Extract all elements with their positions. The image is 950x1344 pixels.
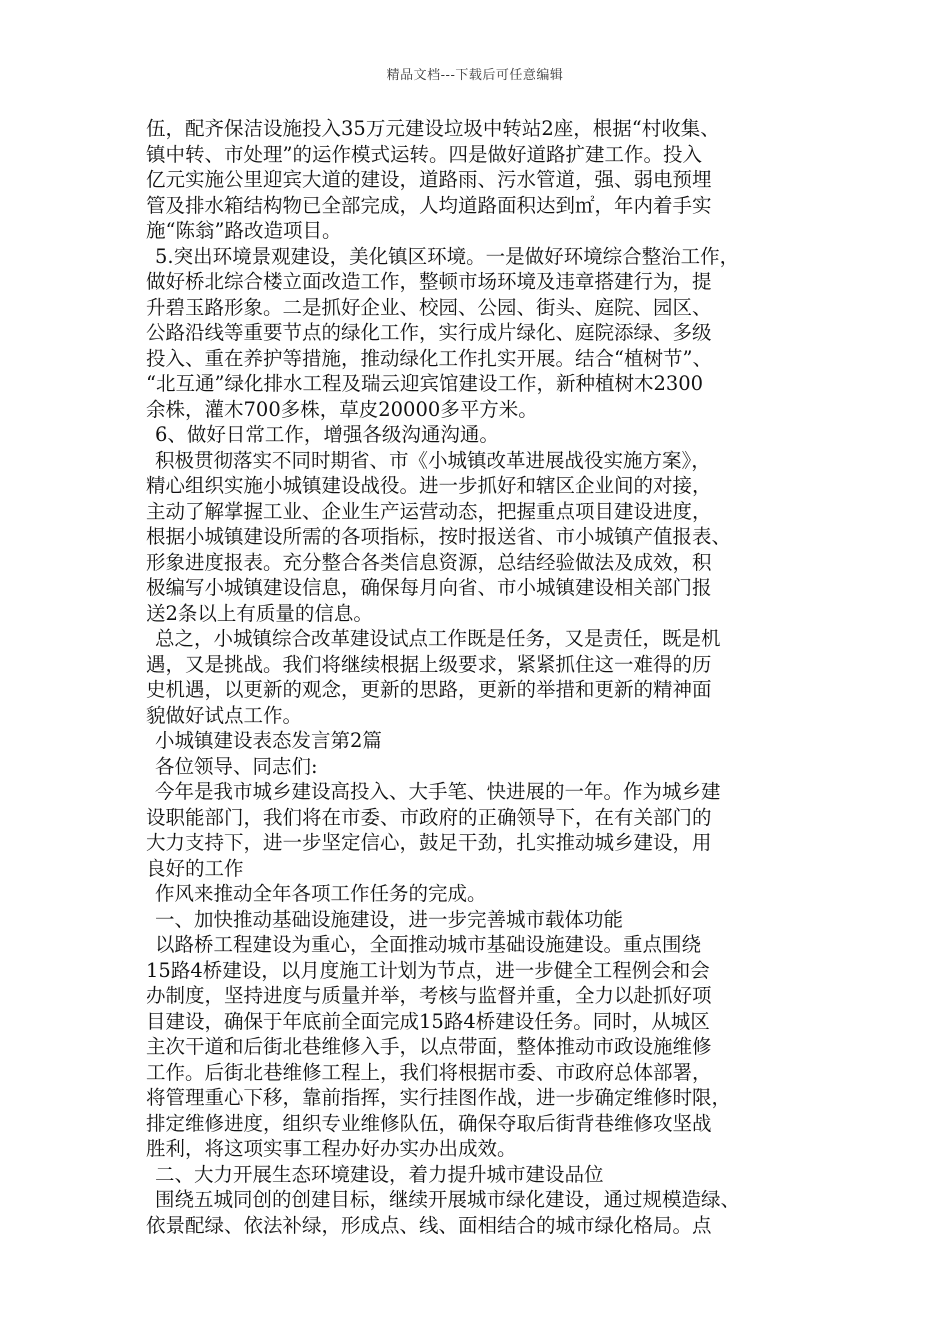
- text-line: 极编写小城镇建设信息，确保每月向省、市小城镇建设相关部门报: [146, 576, 712, 599]
- text-line: 设职能部门，我们将在市委、市政府的正确领导下，在有关部门的: [146, 805, 712, 829]
- page-header: 精品文档---下载后可任意编辑: [386, 68, 564, 83]
- document-body: [146, 116, 816, 1238]
- text-line: 史机遇，以更新的观念，更新的思路，更新的举措和更新的精神面: [146, 678, 712, 701]
- text-line: 总之，小城镇综合改革建设试点工作既是任务，又是责任，既是机: [155, 627, 721, 650]
- text-line: 一、加快推动基础设施建设，进一步完善城市载体功能: [155, 907, 624, 931]
- text-line: 将管理重心下移，靠前指挥，实行挂图作战，进一步确定维修时限，: [146, 1086, 732, 1109]
- text-line: 胜利，将这项实事工程办好办实办出成效。: [146, 1137, 517, 1160]
- text-line: 投入、重在养护等措施，推动绿化工作扎实开展。结合“植树节”、: [146, 346, 712, 370]
- text-line: 目建设，确保于年底前全面完成15路4桥建设任务。同时，从城区: [146, 1009, 710, 1033]
- text-line: 管及排水箱结构物已全部完成，人均道路面积达到㎡，年内着手实: [146, 193, 712, 217]
- text-line: 以路桥工程建设为重心，全面推动城市基础设施建设。重点围绕: [155, 933, 702, 956]
- text-line: 良好的工作: [146, 856, 244, 880]
- text-line: 形象进度报表。充分整合各类信息资源，总结经验做法及成效，积: [146, 550, 712, 574]
- text-line: 15路4桥建设，以月度施工计划为节点，进一步健全工程例会和会: [146, 958, 710, 982]
- text-line: 大力支持下，进一步坚定信心，鼓足干劲，扎实推动城乡建设，用: [146, 831, 712, 854]
- text-line: 6、做好日常工作，增强各级沟通沟通。: [155, 423, 499, 446]
- text-line: 升碧玉路形象。二是抓好企业、校园、公园、街头、庭院、园区、: [146, 295, 712, 319]
- text-line: 小城镇建设表态发言第2篇: [155, 729, 382, 752]
- text-line: 排定维修进度，组织专业维修队伍，确保夺取后街背巷维修攻坚战: [146, 1111, 712, 1135]
- text-line: 二、大力开展生态环境建设，着力提升城市建设品位: [155, 1162, 604, 1186]
- text-line: 今年是我市城乡建设高投入、大手笔、快进展的一年。作为城乡建: [155, 780, 721, 803]
- text-line: 5.突出环境景观建设，美化镇区环境。一是做好环境综合整治工作，: [155, 244, 740, 268]
- text-line: 做好桥北综合楼立面改造工作，整顿市场环境及违章搭建行为，提: [146, 270, 712, 293]
- text-line: 主次干道和后街北巷维修入手，以点带面，整体推动市政设施维修: [146, 1035, 712, 1058]
- text-line: 貌做好试点工作。: [146, 703, 303, 727]
- text-line: 送2条以上有质量的信息。: [146, 601, 373, 625]
- text-line: 作风来推动全年各项工作任务的完成。: [155, 882, 487, 905]
- text-line: 围绕五城同创的创建目标，继续开展城市绿化建设，通过规模造绿、: [155, 1188, 741, 1211]
- text-line: 工作。后街北巷维修工程上，我们将根据市委、市政府总体部署，: [146, 1060, 712, 1084]
- text-line: 伍，配齐保洁设施投入35万元建设垃圾中转站2座，根据“村收集、: [146, 117, 720, 140]
- text-line: 积极贯彻落实不同时期省、市《小城镇改革进展战役实施方案》，: [155, 448, 711, 472]
- text-line: 精心组织实施小城镇建设战役。进一步抓好和辖区企业间的对接，: [146, 474, 712, 497]
- text-line: 镇中转、市处理”的运作模式运转。四是做好道路扩建工作。投入: [146, 142, 702, 166]
- text-line: 依景配绿、依法补绿，形成点、线、面相结合的城市绿化格局。点: [146, 1213, 712, 1237]
- text-line: 公路沿线等重要节点的绿化工作，实行成片绿化、庭院添绿、多级: [146, 321, 712, 344]
- text-line: 亿元实施公里迎宾大道的建设，道路雨、污水管道，强、弱电预埋: [146, 168, 712, 191]
- text-line: 遇，又是挑战。我们将继续根据上级要求，紧紧抓住这一难得的历: [146, 652, 712, 676]
- text-line: 余株，灌木700多株，草皮20000多平方米。: [146, 397, 538, 421]
- text-line: 根据小城镇建设所需的各项指标，按时报送省、市小城镇产值报表、: [146, 525, 732, 548]
- text-line: 施“陈翁”路改造项目。: [146, 219, 342, 242]
- text-line: 办制度，坚持进度与质量并举，考核与监督并重，全力以赴抓好项: [146, 984, 712, 1007]
- text-line: 主动了解掌握工业、企业生产运营动态，把握重点项目建设进度，: [146, 499, 712, 523]
- text-line: 各位领导、同志们:: [155, 754, 318, 778]
- text-line: “北互通”绿化排水工程及瑞云迎宾馆建设工作，新种植树木2300: [146, 372, 704, 395]
